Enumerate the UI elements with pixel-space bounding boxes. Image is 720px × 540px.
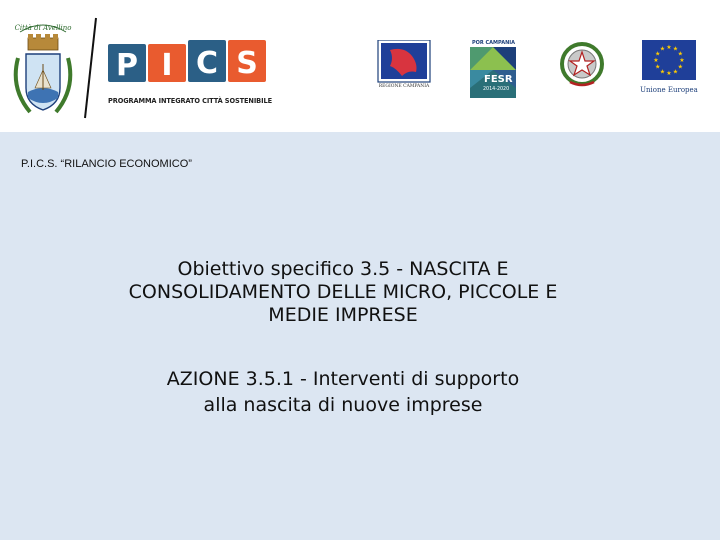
action-line: AZIONE 3.5.1 - Interventi di supporto [166,368,520,390]
objective-line: Obiettivo specifico 3.5 - NASCITA E [177,258,509,280]
action-description [40,366,646,418]
eu-star-icon: ★ [677,50,683,58]
eu-star-icon: ★ [653,57,659,64]
eu-star-icon: ★ [672,68,679,76]
fesr-label: FESR [484,74,513,85]
eu-star-icon: ★ [677,63,683,71]
document-label: P.I.C.S. “RILANCIO ECONOMICO” [21,158,192,170]
pics-letter-c: C [195,46,219,81]
por-campania-fesr-logo [470,40,516,98]
eu-star-icon: ★ [655,63,661,71]
eu-star-icon: ★ [659,68,666,76]
pics-letter-i: I [161,48,173,83]
objective-line: MEDIE IMPRESE [268,304,418,326]
pics-logo [108,40,273,110]
logo-header [0,0,720,132]
eu-star-icon: ★ [666,70,672,77]
eu-star-icon: ★ [672,45,679,53]
por-campania-label: POR CAMPANIA [472,40,516,46]
citta-di-avellino-crest [8,18,78,118]
eu-star-icon: ★ [659,45,666,53]
european-union-logo [640,40,698,98]
objective-line: CONSOLIDAMENTO DELLE MICRO, PICCOLE E [128,281,558,303]
pics-subtitle: PROGRAMMA INTEGRATO CITTÀ SOSTENIBILE [108,97,272,105]
crest-caption: Città di Avellino [14,24,72,32]
regione-campania-caption: REGIONE CAMPANIA [378,84,430,89]
eu-star-icon: ★ [666,44,672,51]
european-union-flag [640,40,698,82]
regione-campania-logo [374,40,434,100]
pics-letter-p: P [116,48,138,83]
header-divider [82,16,100,120]
european-union-caption: Unione Europea [640,86,698,94]
pics-letters [108,40,268,86]
emblema-repubblica-italiana [558,40,606,90]
fesr-years: 2014-2020 [483,87,510,92]
eu-star-icon: ★ [655,50,661,58]
eu-star-icon: ★ [679,57,685,64]
pics-letter-s: S [236,46,258,81]
specific-objective [40,258,646,327]
action-line: alla nascita di nuove imprese [203,394,483,416]
